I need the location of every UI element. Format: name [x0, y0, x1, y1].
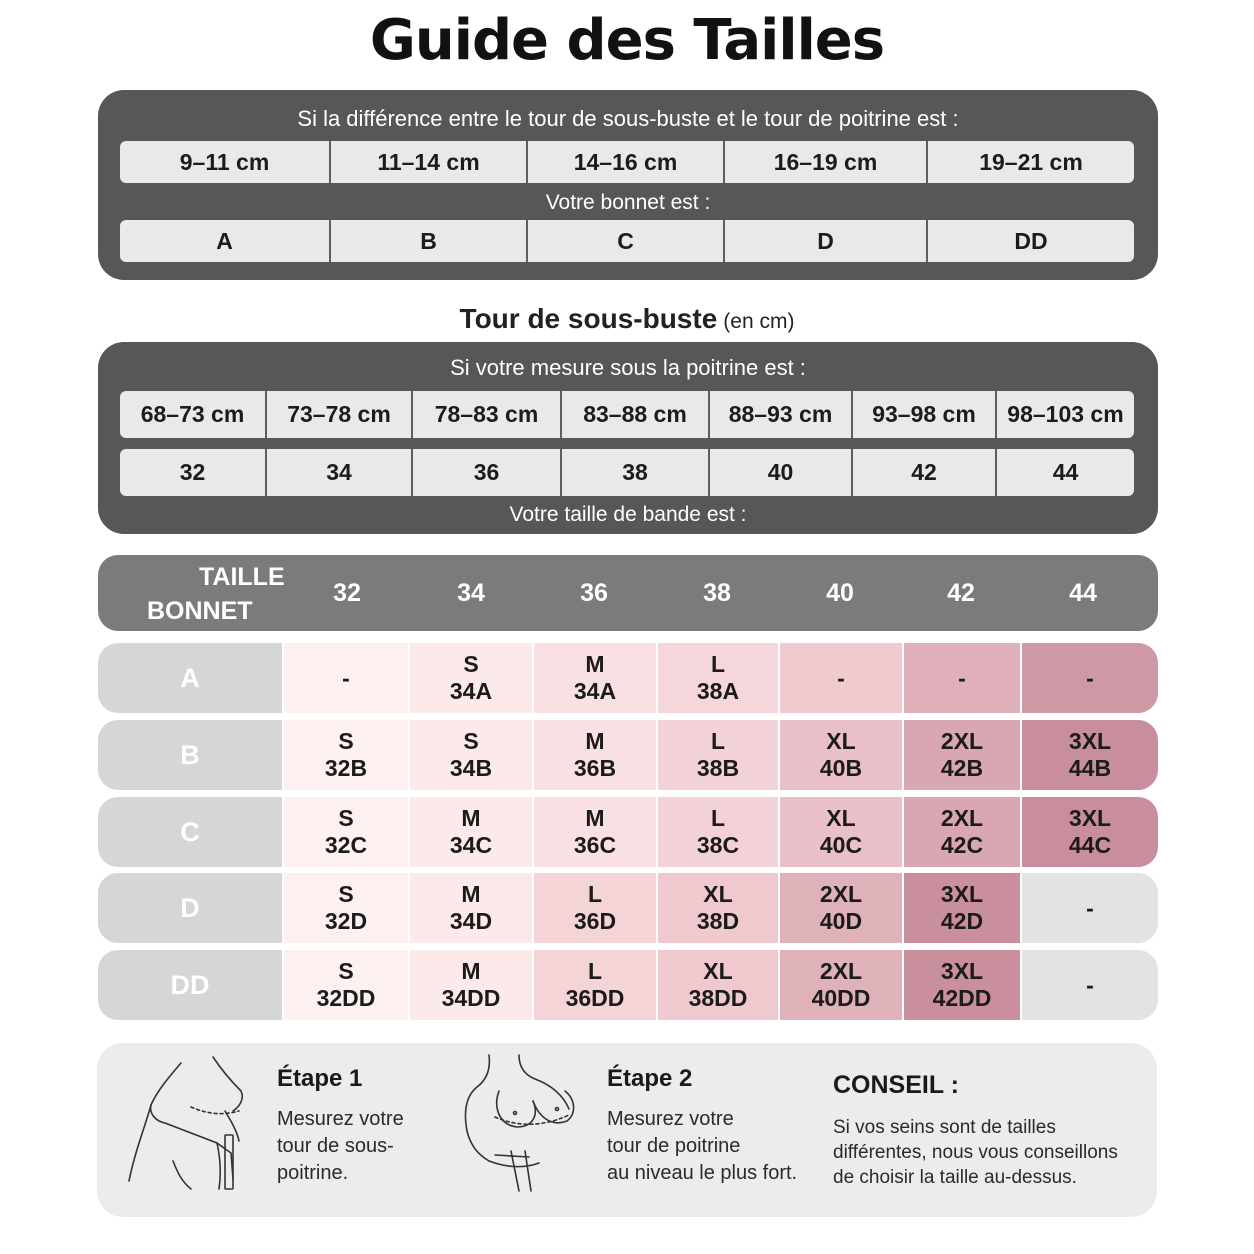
size-cell [778, 797, 902, 867]
size-letter: XL [703, 958, 733, 984]
header-band-34: 34 [457, 578, 485, 607]
size-code: 38B [696, 755, 740, 781]
size-letter: S [463, 728, 479, 754]
size-code: 38DD [688, 985, 748, 1011]
size-code: 36D [573, 908, 617, 934]
band-range-cell: 73–78 cm [267, 391, 413, 438]
size-code: 40DD [811, 985, 871, 1011]
size-letter: 2XL [940, 728, 984, 754]
size-cell [902, 720, 1020, 790]
band-ranges-row [120, 391, 1134, 438]
size-code: 36DD [565, 985, 625, 1011]
advice-line-1: Si vos seins sont de tailles [833, 1117, 1056, 1138]
cup-range-cell: 11–14 cm [331, 141, 528, 183]
band-value-cell: 32 [120, 449, 267, 496]
size-letter: L [710, 651, 726, 677]
cup-range-cell: 16–19 cm [725, 141, 928, 183]
size-letter: 3XL [1068, 805, 1112, 831]
size-letter: XL [703, 881, 733, 907]
size-cell [532, 873, 656, 943]
size-cell [778, 873, 902, 943]
band-panel [98, 342, 1158, 534]
cup-label: D [98, 873, 282, 943]
size-letter: S [463, 651, 479, 677]
band-range-cell: 78–83 cm [413, 391, 562, 438]
size-cell [532, 643, 656, 713]
size-code: 34B [449, 755, 493, 781]
size-cell [532, 797, 656, 867]
size-cell [408, 643, 532, 713]
step2-line-1: Mesurez votre [607, 1108, 734, 1130]
size-cell [1020, 797, 1158, 867]
size-code: 32D [324, 908, 368, 934]
size-code: 32DD [316, 985, 376, 1011]
size-cell [778, 720, 902, 790]
size-letter: - [958, 664, 966, 691]
size-code: 38D [696, 908, 740, 934]
cup-panel-caption: Si la différence entre le tour de sous-buste et le tour de poitrine est : [297, 106, 959, 131]
size-cell [656, 950, 778, 1020]
size-row-dd [98, 950, 1158, 1020]
header-band-32: 32 [333, 578, 361, 607]
band-value-cell: 40 [710, 449, 853, 496]
size-code: 44B [1068, 755, 1112, 781]
step2-illustration [459, 1051, 589, 1201]
cup-difference-ranges [120, 141, 1134, 183]
step1-line-2: tour de sous- [277, 1135, 394, 1157]
cup-letter-cell: D [725, 220, 928, 262]
header-band-42: 42 [947, 578, 975, 607]
cup-label: C [98, 797, 282, 867]
size-letter: XL [826, 728, 856, 754]
band-section-title-text: Tour de sous-buste [459, 303, 718, 334]
size-letter: S [338, 881, 354, 907]
size-cell [656, 873, 778, 943]
size-code: 42D [940, 908, 984, 934]
advice-title: CONSEIL : [833, 1071, 959, 1099]
size-code: 34C [449, 832, 493, 858]
size-code: 38C [696, 832, 740, 858]
size-cell [282, 873, 408, 943]
size-letter: - [1086, 971, 1094, 998]
size-cell [902, 873, 1020, 943]
size-cell [408, 797, 532, 867]
header-band-36: 36 [580, 578, 608, 607]
step2-line-2: tour de poitrine [607, 1135, 741, 1157]
size-code: 36C [573, 832, 617, 858]
size-letter: 3XL [940, 881, 984, 907]
band-value-cell: 38 [562, 449, 710, 496]
size-cell [282, 643, 408, 713]
size-letter: 2XL [819, 958, 863, 984]
size-cell [1020, 643, 1158, 713]
step2-line-3: au niveau le plus fort. [607, 1162, 798, 1184]
size-code: 40C [819, 832, 863, 858]
cup-range-cell: 14–16 cm [528, 141, 725, 183]
cup-range-cell: 19–21 cm [979, 148, 1083, 175]
size-letter: M [461, 805, 481, 831]
size-letter: M [585, 728, 605, 754]
size-letter: 2XL [940, 805, 984, 831]
size-letter: L [710, 728, 726, 754]
size-letter: L [587, 881, 603, 907]
cup-range-cell: 9–11 cm [120, 141, 331, 183]
size-letter: S [338, 728, 354, 754]
size-letter: - [1086, 664, 1094, 691]
band-panel-caption: Si votre mesure sous la poitrine est : [450, 355, 806, 380]
size-cell [532, 720, 656, 790]
size-code: 34DD [441, 985, 501, 1011]
header-label-taille: TAILLE [199, 563, 285, 591]
size-cell [408, 873, 532, 943]
size-code: 34A [449, 678, 493, 704]
size-cell [902, 797, 1020, 867]
size-letter: S [338, 958, 354, 984]
cup-label: DD [98, 950, 282, 1020]
cup-letter-cell: B [331, 220, 528, 262]
size-cell [532, 950, 656, 1020]
size-cell [778, 643, 902, 713]
band-result-caption: Votre taille de bande est : [509, 503, 747, 526]
cup-letter-cell: C [528, 220, 725, 262]
band-values-row [120, 449, 1134, 496]
cup-letter-cell: A [120, 220, 331, 262]
size-letter: 3XL [1068, 728, 1112, 754]
size-code: 40B [819, 755, 863, 781]
band-value-cell: 36 [413, 449, 562, 496]
size-table-header [98, 555, 1158, 631]
size-cell [656, 720, 778, 790]
size-code: 42DD [932, 985, 992, 1011]
size-row-b [98, 720, 1158, 790]
size-code: 34D [449, 908, 493, 934]
size-code: 44C [1068, 832, 1112, 858]
header-label-bonnet: BONNET [147, 597, 253, 625]
band-value-cell: 44 [1052, 459, 1079, 485]
size-row-c [98, 797, 1158, 867]
step1-illustration [121, 1051, 271, 1201]
advice-line-3: de choisir la taille au-dessus. [833, 1167, 1077, 1188]
advice-line-2: différentes, nous vous conseillons [833, 1142, 1118, 1163]
size-letter: - [342, 664, 350, 691]
cup-difference-panel [98, 90, 1158, 280]
header-band-38: 38 [703, 578, 731, 607]
band-range-cell: 88–93 cm [710, 391, 853, 438]
size-letter: 3XL [940, 958, 984, 984]
step2-title: Étape 2 [607, 1065, 693, 1092]
size-code: 36B [573, 755, 617, 781]
cup-letters-row [120, 220, 1134, 262]
size-letter: - [1086, 894, 1094, 921]
band-value-cell: 34 [267, 449, 413, 496]
size-letter: - [837, 664, 845, 691]
size-cell [408, 950, 532, 1020]
size-cell [656, 797, 778, 867]
size-cell [408, 720, 532, 790]
header-band-40: 40 [826, 578, 854, 607]
size-cell [778, 950, 902, 1020]
band-value-cell: 42 [853, 449, 997, 496]
cup-label: A [98, 643, 282, 713]
size-code: 42B [940, 755, 984, 781]
size-letter: M [461, 881, 481, 907]
cup-letter-cell: DD [1014, 227, 1048, 254]
size-code: 42C [940, 832, 984, 858]
size-cell [902, 950, 1020, 1020]
size-letter: L [587, 958, 603, 984]
header-band-44: 44 [1069, 578, 1097, 607]
size-code: 40D [819, 908, 863, 934]
band-range-cell: 98–103 cm [1007, 401, 1124, 427]
step1-line-1: Mesurez votre [277, 1108, 404, 1130]
size-code: 34A [573, 678, 617, 704]
size-row-d [98, 873, 1158, 943]
cup-result-caption: Votre bonnet est : [545, 191, 711, 214]
size-letter: 2XL [819, 881, 863, 907]
band-range-cell: 93–98 cm [853, 391, 997, 438]
cup-label: B [98, 720, 282, 790]
step1-line-3: poitrine. [277, 1162, 349, 1184]
size-letter: XL [826, 805, 856, 831]
size-code: 32B [324, 755, 368, 781]
size-cell [902, 643, 1020, 713]
size-code: 32C [324, 832, 368, 858]
size-letter: M [585, 805, 605, 831]
band-section-unit: (en cm) [723, 310, 795, 333]
size-code: 38A [696, 678, 740, 704]
size-letter: L [710, 805, 726, 831]
size-cell [1020, 720, 1158, 790]
band-range-cell: 68–73 cm [120, 391, 267, 438]
size-cell [282, 950, 408, 1020]
page-title: Guide des Tailles [369, 8, 885, 73]
band-range-cell: 83–88 cm [562, 391, 710, 438]
measurement-tips-panel [97, 1043, 1157, 1217]
size-letter: M [585, 651, 605, 677]
size-letter: S [338, 805, 354, 831]
size-row-a [98, 643, 1158, 713]
band-section-title [0, 303, 1254, 335]
step1-title: Étape 1 [277, 1065, 363, 1092]
size-cell [1020, 950, 1158, 1020]
size-cell [282, 720, 408, 790]
size-cell [656, 643, 778, 713]
size-letter: M [461, 958, 481, 984]
size-cell [282, 797, 408, 867]
size-cell [1020, 873, 1158, 943]
